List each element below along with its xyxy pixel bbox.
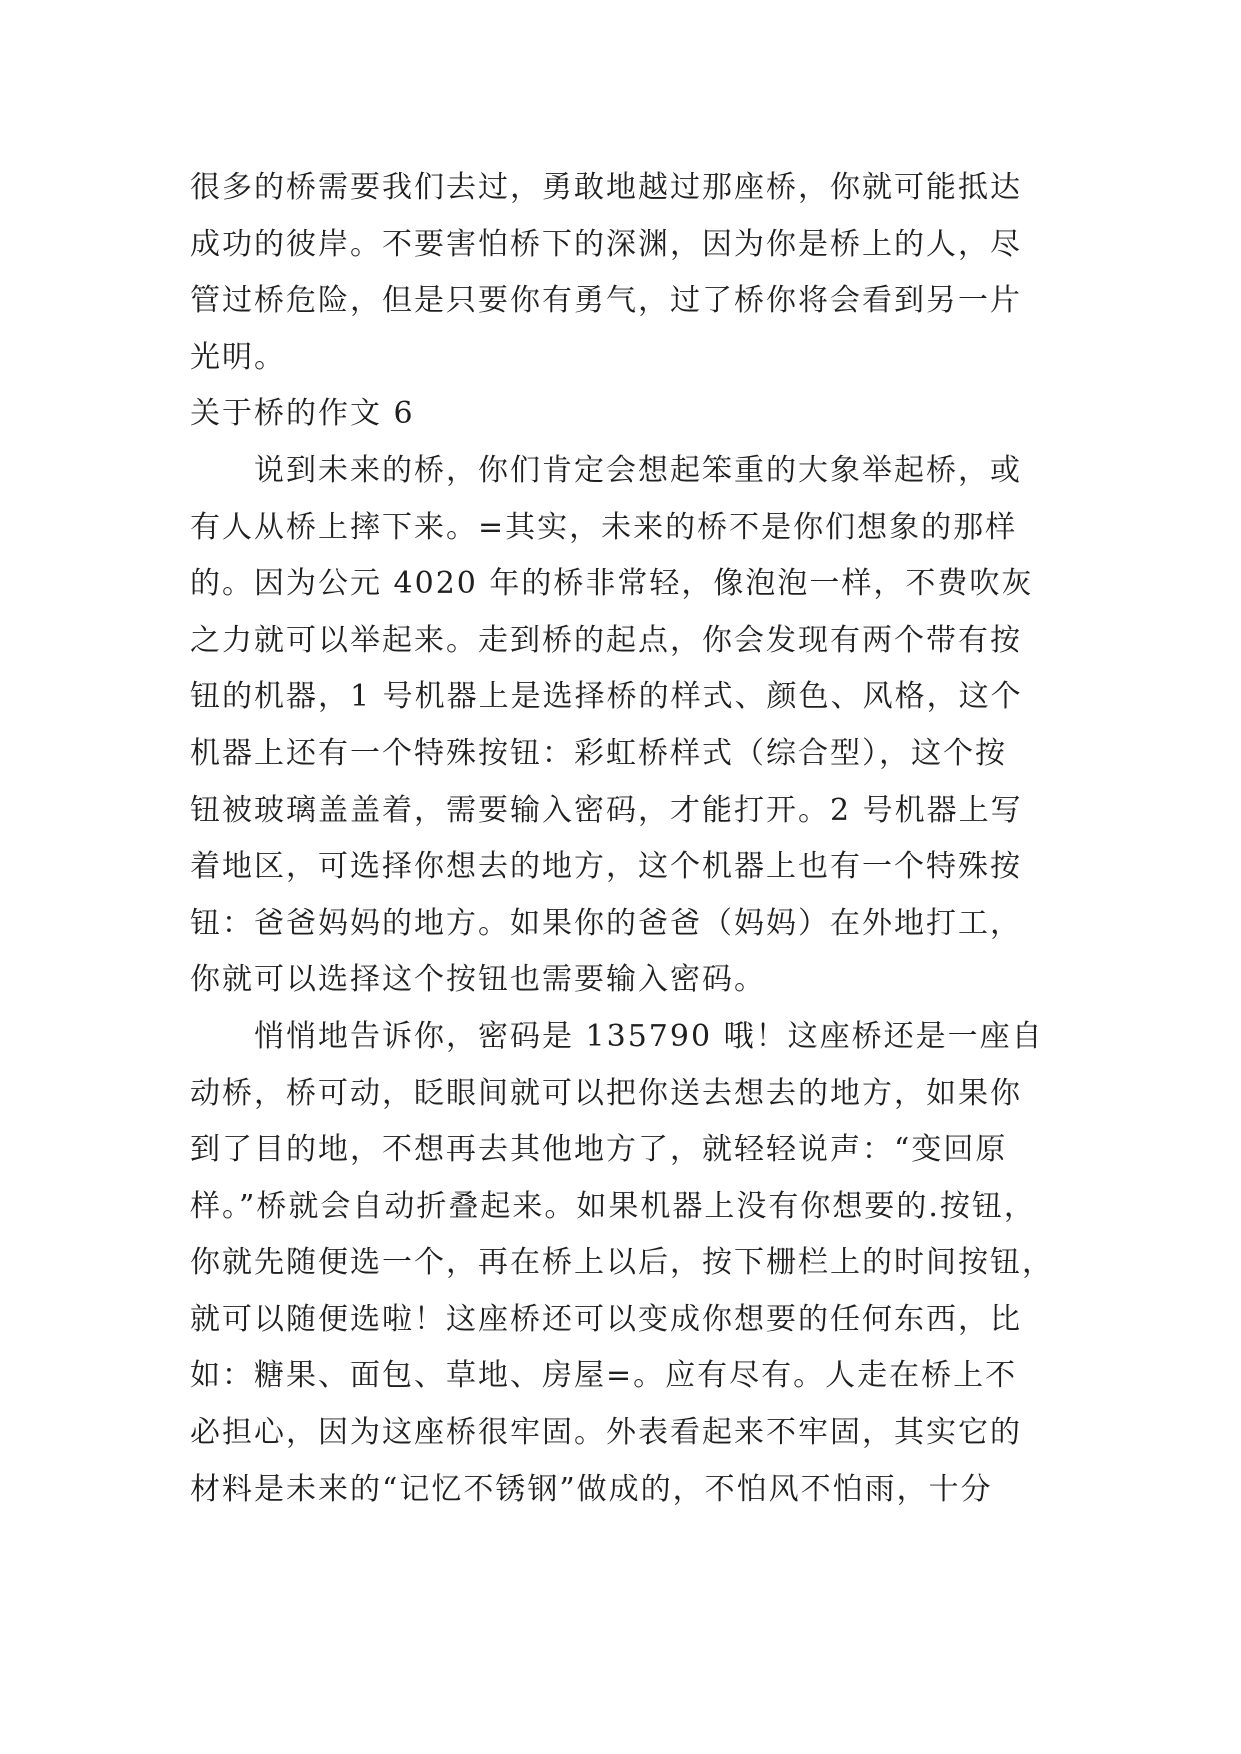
paragraph-first-line: 说到未来的桥，你们肯定会想起笨重的大象举起桥，或 [254, 452, 1022, 488]
text-line: 你就可以选择这个按钮也需要输入密码。 [190, 962, 766, 998]
text-line: 材料是未来的“记忆不锈钢”做成的，不怕风不怕雨，十分 [190, 1471, 993, 1507]
text-line: 动桥，桥可动，眨眼间就可以把你送去想去的地方，如果你 [190, 1075, 1022, 1111]
text-line: 有人从桥上摔下来。=其实，未来的桥不是你们想象的那样 [190, 509, 1018, 545]
text-line: 如：糖果、面包、草地、房屋=。应有尽有。人走在桥上不 [190, 1358, 1018, 1394]
text-line: 之力就可以举起来。走到桥的起点，你会发现有两个带有按 [190, 622, 1022, 658]
text-line: 很多的桥需要我们去过，勇敢地越过那座桥，你就可能抵达 [190, 170, 1022, 205]
text-line: 着地区，可选择你想去的地方，这个机器上也有一个特殊按 [190, 849, 1022, 885]
text-line: 的。因为公元 4020 年的桥非常轻，像泡泡一样，不费吹灰 [190, 566, 1034, 602]
text-line: 钮的机器，1 号机器上是选择桥的样式、颜色、风格，这个 [190, 679, 1023, 715]
text-line: 就可以随便选啦！这座桥还可以变成你想要的任何东西，比 [190, 1301, 1022, 1337]
text-line: 到了目的地，不想再去其他地方了，就轻轻说声：“变回原 [190, 1132, 1008, 1168]
text-line: 你就先随便选一个，再在桥上以后，按下栅栏上的时间按钮， [190, 1245, 1054, 1281]
text-line: 钮被玻璃盖盖着，需要输入密码，才能打开。2 号机器上写 [190, 792, 1023, 828]
text-line: 样。”桥就会自动折叠起来。如果机器上没有你想要的.按钮， [190, 1188, 1036, 1224]
text-line: 成功的彼岸。不要害怕桥下的深渊，因为你是桥上的人，尽 [190, 226, 1022, 262]
paragraph-first-line: 悄悄地告诉你，密码是 135790 哦！这座桥还是一座自 [254, 1018, 1044, 1054]
text-line: 必担心，因为这座桥很牢固。外表看起来不牢固，其实它的 [190, 1415, 1022, 1451]
text-line: 光明。 [190, 339, 286, 375]
text-line: 钮：爸爸妈妈的地方。如果你的爸爸（妈妈）在外地打工， [190, 905, 1022, 941]
text-line: 管过桥危险，但是只要你有勇气，过了桥你将会看到另一片 [190, 283, 1022, 319]
text-line: 机器上还有一个特殊按钮：彩虹桥样式（综合型），这个按 [190, 735, 1007, 771]
section-heading: 关于桥的作文 6 [190, 396, 415, 432]
document-body [190, 160, 1054, 1518]
